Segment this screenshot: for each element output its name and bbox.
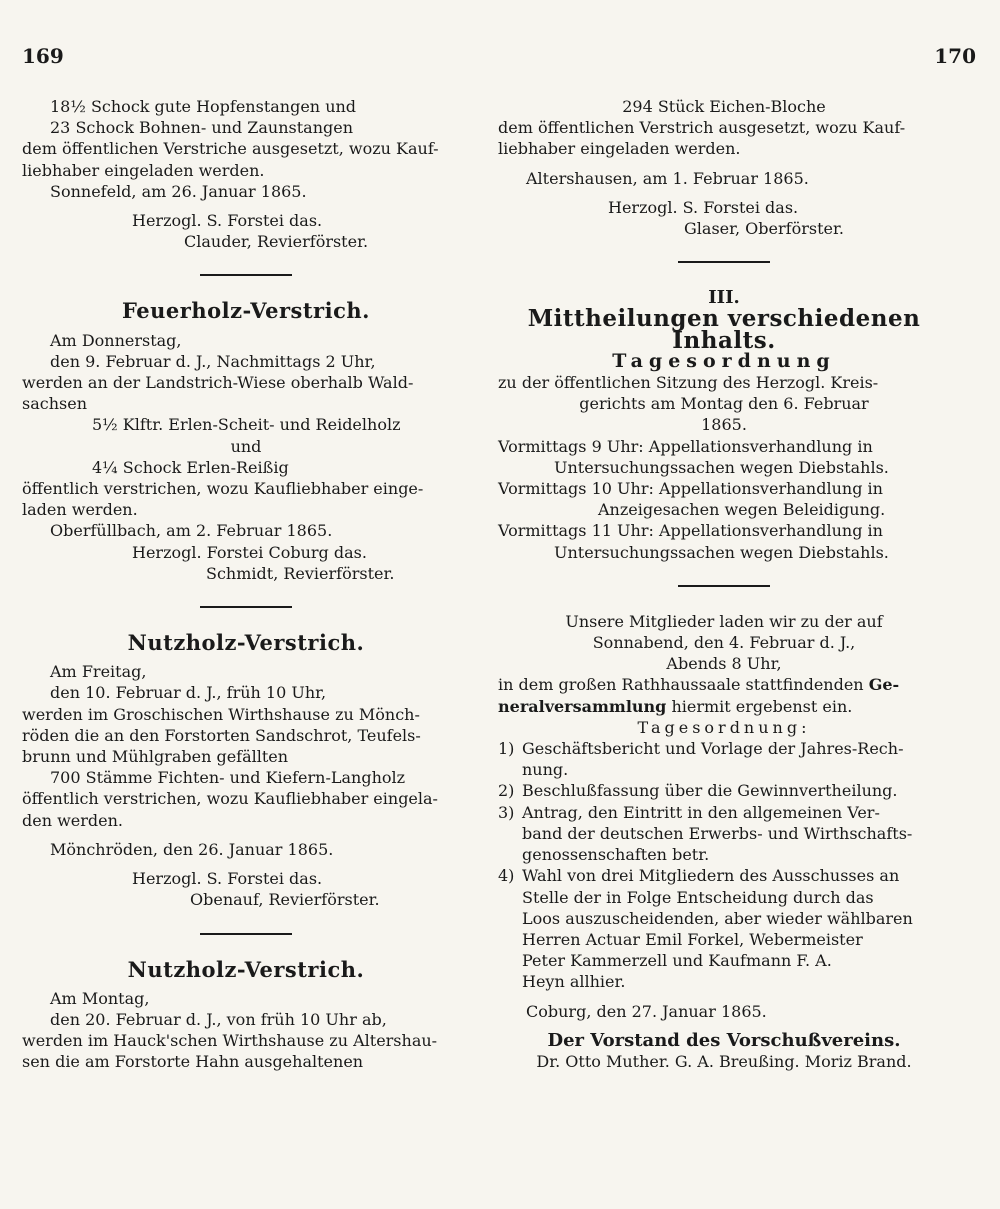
text-line: dem öffentlichen Verstrich ausgesetzt, wozu Kauf- xyxy=(498,118,906,138)
agenda-item: Vormittags 11 Uhr: Appellationsverhandlung in xyxy=(498,521,883,541)
text-line: Sonnabend, den 4. Februar d. J., xyxy=(592,633,856,653)
section-heading xyxy=(498,287,950,354)
notice-heading: Nutzholz-Verstrich. xyxy=(127,956,365,982)
text-line: werden an der Landstrich-Wiese oberhalb Wald- xyxy=(22,373,414,393)
notice-heading: Nutzholz-Verstrich. xyxy=(127,630,365,656)
text-line: Loos auszuscheidenden, aber wieder wählbaren xyxy=(522,908,913,928)
text-line: den 9. Februar d. J., Nachmittags 2 Uhr, xyxy=(50,351,376,371)
text-line: Antrag, den Eintritt in den allgemeinen Ver- xyxy=(522,802,880,822)
notice-feuerholz xyxy=(22,300,470,584)
board-signature: Der Vorstand des Vorschußvereins. xyxy=(547,1029,901,1051)
text-line: Beschlußfassung über die Gewinnvertheilung. xyxy=(522,781,898,801)
notice-eichen-bloche xyxy=(498,96,950,239)
list-number: 3) xyxy=(498,802,515,822)
list-item xyxy=(498,802,950,866)
text-line: Peter Kammerzell und Kaufmann F. A. xyxy=(522,951,832,971)
list-number: 2) xyxy=(498,781,515,801)
text-line: Unsere Mitglieder laden wir zu der auf xyxy=(565,611,883,631)
text-line: 1865. xyxy=(701,415,747,435)
text-fragment: hiermit ergebenst ein. xyxy=(666,696,853,716)
text-line: laden werden. xyxy=(22,500,138,520)
text-line: den 10. Februar d. J., früh 10 Uhr, xyxy=(50,683,327,703)
general-meeting-invitation xyxy=(498,611,950,1072)
place-date: Oberfüllbach, am 2. Februar 1865. xyxy=(50,521,333,541)
signer-line: Schmidt, Revierförster. xyxy=(206,563,395,583)
list-number: 4) xyxy=(498,866,515,886)
text-line: Am Freitag, xyxy=(50,662,147,682)
text-line: 23 Schock Bohnen- und Zaunstangen xyxy=(50,118,354,138)
text-line: 4¼ Schock Erlen-Reißig xyxy=(92,457,289,477)
text-line: gerichts am Montag den 6. Februar xyxy=(579,394,869,414)
text-fragment: in dem großen Rathhaussaale stattfindenden xyxy=(498,675,869,695)
agenda-item: Vormittags 10 Uhr: Appellationsverhandlung in xyxy=(498,479,883,499)
text-line: röden die an den Forstorten Sandschrot, Teufels- xyxy=(22,725,421,745)
text-line: öffentlich verstrichen, wozu Kaufliebhaber eingela- xyxy=(22,789,438,809)
text-line xyxy=(498,696,950,717)
signer-line: Clauder, Revierförster. xyxy=(184,232,369,252)
text-line: liebhaber eingeladen werden. xyxy=(498,139,741,159)
agenda-list xyxy=(498,738,950,992)
notice-nutzholz-1 xyxy=(22,632,470,910)
agenda-item: Anzeigesachen wegen Beleidigung. xyxy=(598,500,886,520)
text-line: den 20. Februar d. J., von früh 10 Uhr ab, xyxy=(50,1009,387,1029)
page-number-left: 169 xyxy=(22,44,64,68)
place-date: Sonnefeld, am 26. Januar 1865. xyxy=(50,181,307,201)
court-agenda xyxy=(498,351,950,563)
text-line: Stelle der in Folge Entscheidung durch das xyxy=(522,887,874,907)
list-item xyxy=(498,738,950,780)
text-line: sen die am Forstorte Hahn ausgehaltenen xyxy=(22,1052,364,1072)
list-number: 1) xyxy=(498,739,515,759)
divider-rule xyxy=(200,606,292,608)
office-line: Herzogl. Forstei Coburg das. xyxy=(132,542,367,562)
text-line: den werden. xyxy=(22,810,124,830)
text-line: liebhaber eingeladen werden. xyxy=(22,160,265,180)
text-line: sachsen xyxy=(22,394,87,414)
section-title: Mittheilungen verschiedenen Inhalts. xyxy=(527,305,921,354)
section-number: III. xyxy=(708,287,740,309)
text-line: Herren Actuar Emil Forkel, Webermeister xyxy=(522,929,863,949)
agenda-heading: Tagesordnung xyxy=(612,349,836,372)
signer-names: Dr. Otto Muther. G. A. Breußing. Moriz Brand. xyxy=(536,1051,912,1071)
text-line: Am Donnerstag, xyxy=(50,330,182,350)
text-line: genossenschaften betr. xyxy=(522,845,710,865)
text-line: nung. xyxy=(522,760,569,780)
text-line: Geschäftsbericht und Vorlage der Jahres-Rech- xyxy=(522,739,904,759)
text-line: öffentlich verstrichen, wozu Kaufliebhaber einge- xyxy=(22,479,424,499)
divider-rule xyxy=(678,585,770,587)
text-line: 700 Stämme Fichten- und Kiefern-Langholz xyxy=(50,768,406,788)
text-line: Am Montag, xyxy=(50,988,150,1008)
text-line: werden im Groschischen Wirthshause zu Mönch- xyxy=(22,704,420,724)
text-line: brunn und Mühlgraben gefällten xyxy=(22,747,289,767)
page-number-right: 170 xyxy=(934,44,976,68)
text-line: und xyxy=(230,436,262,456)
text-line: 5½ Klftr. Erlen-Scheit- und Reidelholz xyxy=(92,415,401,435)
office-line: Herzogl. S. Forstei das. xyxy=(608,197,799,217)
text-line: zu der öffentlichen Sitzung des Herzogl. Kreis- xyxy=(498,373,879,393)
notice-hopfenstangen xyxy=(22,96,470,252)
agenda-item: Vormittags 9 Uhr: Appellationsverhandlung in xyxy=(498,436,873,456)
divider-rule xyxy=(200,933,292,935)
place-date: Coburg, den 27. Januar 1865. xyxy=(526,1001,767,1021)
text-line: Wahl von drei Mitgliedern des Ausschusses an xyxy=(522,866,900,886)
list-item xyxy=(498,780,950,801)
place-date: Mönchröden, den 26. Januar 1865. xyxy=(50,839,334,859)
notice-nutzholz-2 xyxy=(22,956,470,1073)
agenda-item: Untersuchungssachen wegen Diebstahls. xyxy=(554,457,889,477)
text-fragment: neralversammlung xyxy=(498,696,667,716)
notice-heading: Feuerholz-Verstrich. xyxy=(122,298,370,324)
text-line: werden im Hauck'schen Wirthshause zu Altershau- xyxy=(22,1031,438,1051)
text-line: band der deutschen Erwerbs- und Wirthschafts- xyxy=(522,823,913,843)
divider-rule xyxy=(678,261,770,263)
text-line: 18½ Schock gute Hopfenstangen und xyxy=(50,97,357,116)
divider-rule xyxy=(200,274,292,276)
signer-line: Glaser, Oberförster. xyxy=(684,219,844,239)
agenda-item: Untersuchungssachen wegen Diebstahls. xyxy=(554,542,889,562)
text-line: 294 Stück Eichen-Bloche xyxy=(622,97,826,116)
place-date: Altershausen, am 1. Februar 1865. xyxy=(526,168,809,188)
agenda-heading: Tagesordnung: xyxy=(637,717,811,737)
text-line xyxy=(498,674,950,695)
text-line: Abends 8 Uhr, xyxy=(666,654,782,674)
right-column xyxy=(498,96,950,1072)
office-line: Herzogl. S. Forstei das. xyxy=(132,211,323,231)
text-line: Heyn allhier. xyxy=(522,972,626,992)
text-fragment: Ge- xyxy=(868,675,900,695)
signer-line: Obenauf, Revierförster. xyxy=(190,890,380,910)
text-line: dem öffentlichen Verstriche ausgesetzt, wozu Kauf- xyxy=(22,139,439,159)
office-line: Herzogl. S. Forstei das. xyxy=(132,869,323,889)
left-column xyxy=(22,96,470,1073)
list-item xyxy=(498,865,950,992)
